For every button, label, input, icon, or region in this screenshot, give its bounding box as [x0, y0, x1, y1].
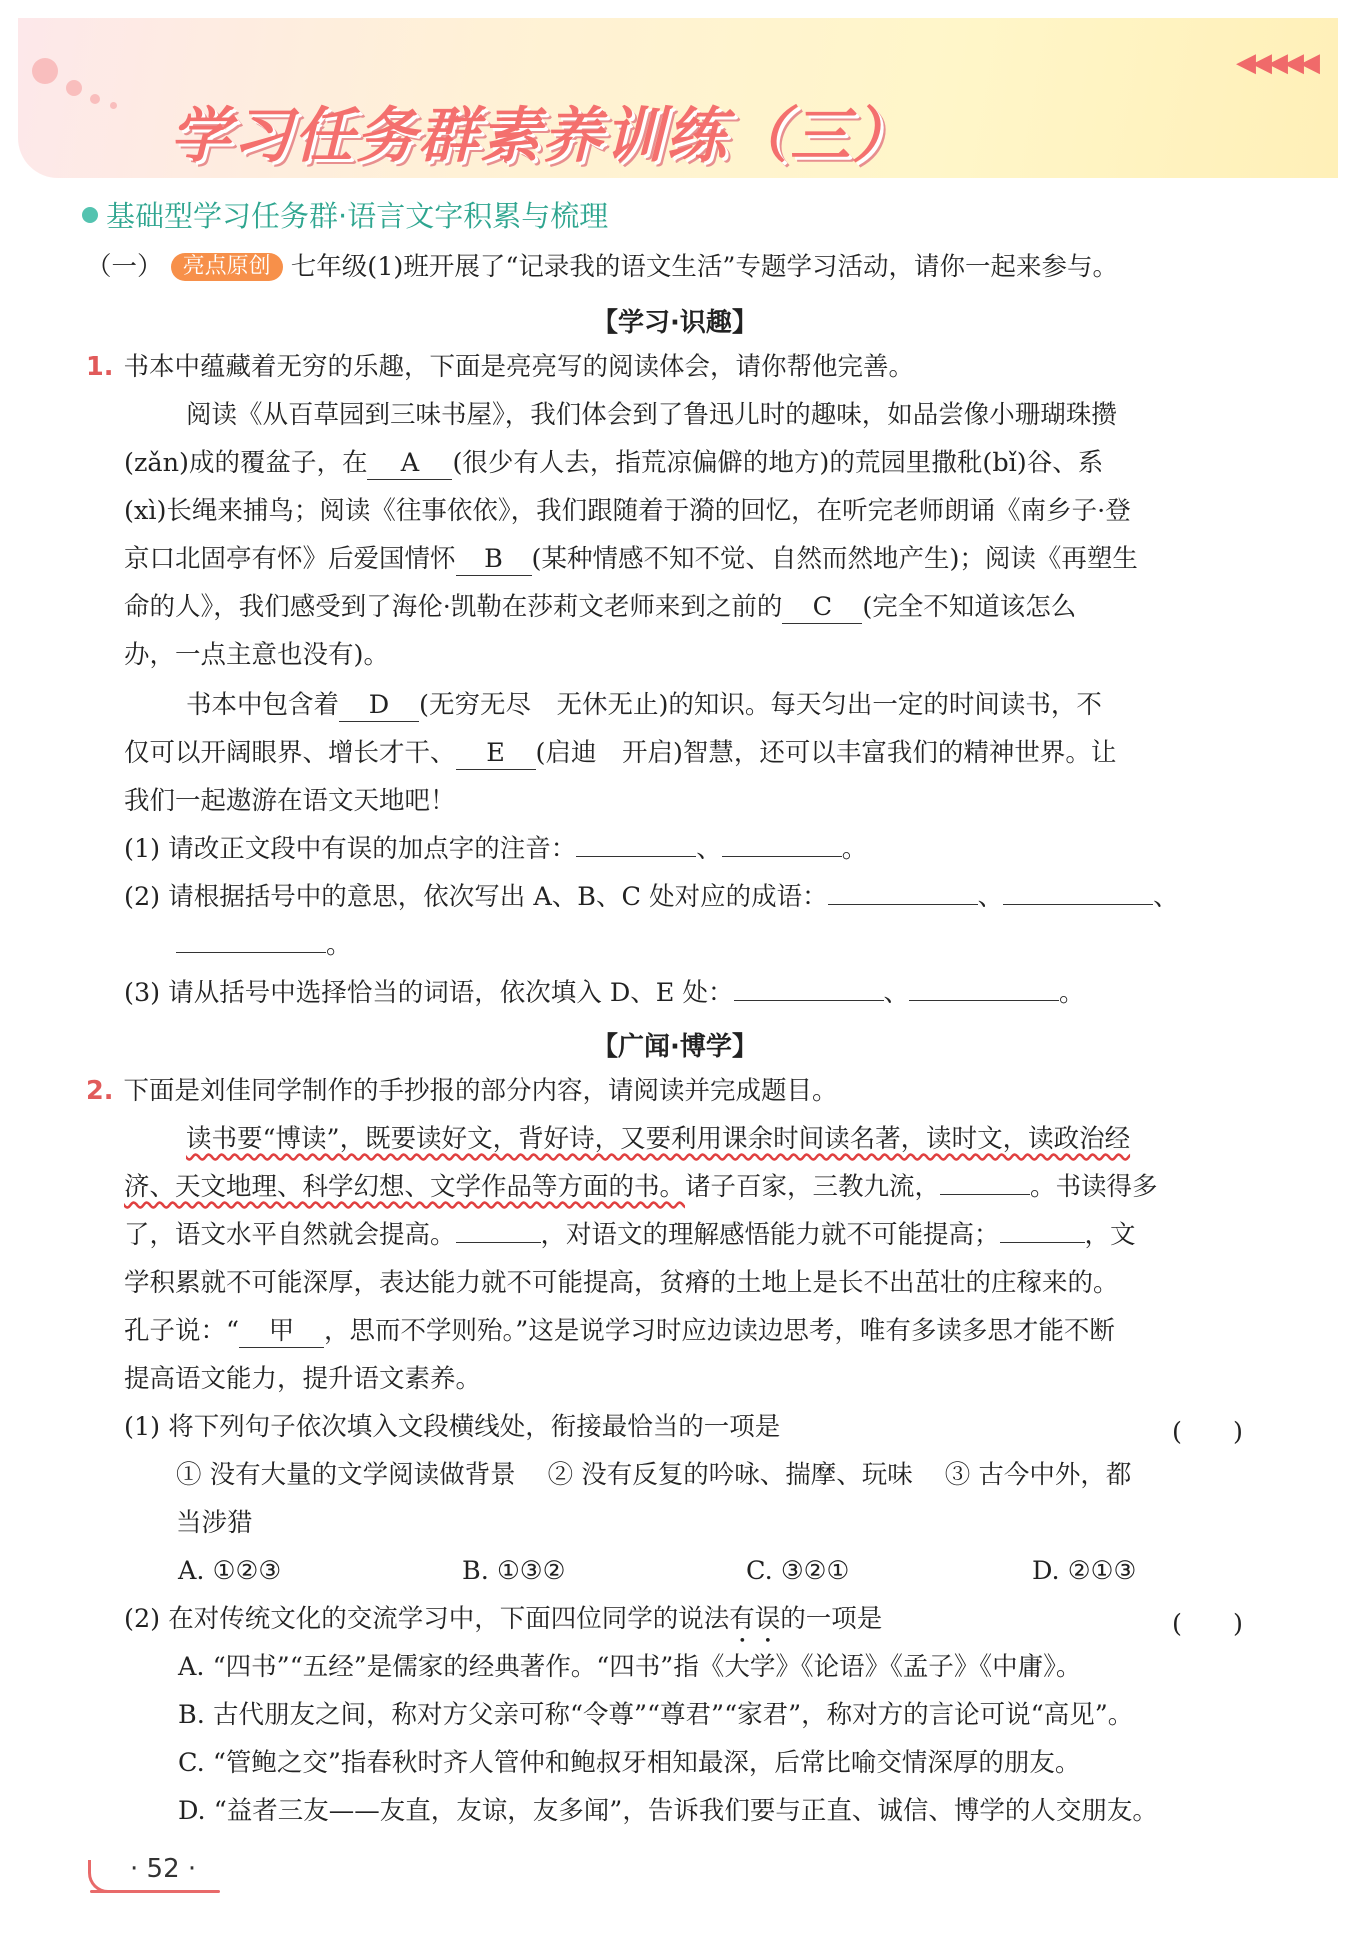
q2-sub1-items	[176, 1460, 1131, 1491]
blank-jia: 甲	[239, 1316, 324, 1348]
question-stem: 书本中蕴藏着无穷的乐趣，下面是亮亮写的阅读体会，请你帮他完善。	[123, 352, 914, 382]
text-span: ，思而不学则殆。”这是说学习时应边读边思考，唯有多读多思才能不断	[324, 1316, 1115, 1346]
answer-blank[interactable]	[940, 1194, 1030, 1195]
blank-A: A	[367, 448, 452, 480]
q2-p-line5	[124, 1316, 1115, 1348]
q2-p-line6: 提高语文能力，提升语文素养。	[124, 1364, 482, 1394]
option-D[interactable]: D. ②①③	[1032, 1556, 1137, 1586]
text-span: (启迪 开启)智慧，还可以丰富我们的精神世界。让	[535, 738, 1117, 768]
item-1: ① 没有大量的文学阅读做背景	[176, 1460, 516, 1490]
end-mark: 。	[326, 930, 352, 960]
text-span: ，对语文的理解感悟能力就不可能提高；	[540, 1220, 1000, 1250]
subquestion-text: (3) 请从括号中选择恰当的词语，依次填入 D、E 处：	[124, 978, 734, 1008]
text-span: 。书读得多	[1030, 1172, 1158, 1202]
part2-heading: 【广闻·博学】	[592, 1032, 758, 1062]
text-span: 孔子说：“	[124, 1316, 240, 1346]
text-span: 京口北固亭有怀》后爱国情怀	[124, 544, 456, 574]
q1-p2-line3: 我们一起遨游在语文天地吧！	[124, 786, 456, 816]
subquestion-text: (1) 请改正文段中有误的加点字的注音：	[124, 834, 577, 864]
separator: 、	[696, 834, 722, 864]
q1-p1-line3: (xì)长绳来捕鸟；阅读《往事依依》，我们跟随着于漪的回忆，在听完老师朗诵《南乡子·登	[124, 496, 1131, 526]
q1-sub2	[124, 882, 1179, 913]
q1-p1-line4	[124, 544, 1138, 576]
wavy-text: 读书要“博读”，既要读好文，背好诗，又要利用课余时间读名著，读时文，读政治经	[186, 1124, 1131, 1154]
answer-blank[interactable]	[828, 904, 978, 905]
intro-text: 七年级(1)班开展了“记录我的语文生活”专题学习活动，请你一起来参与。	[290, 252, 1118, 282]
dotted-text: 有误	[729, 1604, 781, 1634]
answer-blank[interactable]	[909, 1000, 1059, 1001]
q2-p-line3	[124, 1220, 1136, 1251]
q1-sub3	[124, 978, 1085, 1009]
page-number: · 52 ·	[130, 1854, 197, 1884]
bullet-dot-icon	[82, 207, 98, 223]
end-mark: 。	[841, 834, 868, 864]
text-span: (某种情感不知不觉、自然而然地产生)；阅读《再塑生	[531, 544, 1138, 574]
q1-p2-line1	[186, 690, 1102, 722]
text-span: (完全不知道该怎么	[862, 592, 1077, 622]
blank-B: B	[456, 544, 532, 576]
footer-underline	[90, 1890, 220, 1893]
answer-blank[interactable]	[576, 856, 696, 857]
option-C[interactable]: C. “管鲍之交”指春秋时齐人管仲和鲍叔牙相知最深，后常比喻交情深厚的朋友。	[178, 1748, 1081, 1778]
separator: 、	[1153, 882, 1179, 912]
blank-C: C	[782, 592, 862, 624]
intro-line	[86, 252, 1118, 283]
decor-arrows-icon: ◀◀◀◀◀	[1236, 48, 1316, 78]
q1-p1-line1: 阅读《从百草园到三味书屋》，我们体会到了鲁迅儿时的趣味，如品尝像小珊瑚珠攒	[186, 400, 1117, 430]
text-span: (很少有人去，指荒凉偏僻的地方)的荒园里撒秕(bǐ)谷、系	[452, 448, 1104, 478]
answer-blank[interactable]	[734, 1000, 884, 1001]
answer-paren[interactable]: ( )	[1172, 1609, 1243, 1639]
q2-sub1-stem: (1) 将下列句子依次填入文段横线处，衔接最恰当的一项是	[124, 1412, 781, 1442]
question-number: 2.	[86, 1076, 114, 1106]
highlight-tag: 亮点原创	[171, 253, 283, 281]
part1-heading: 【学习·识趣】	[592, 308, 758, 338]
blank-E: E	[456, 738, 536, 770]
end-mark: 。	[1059, 978, 1085, 1008]
q2-stem	[86, 1076, 837, 1107]
answer-paren[interactable]: ( )	[1172, 1417, 1243, 1447]
decor-bubble	[66, 80, 82, 96]
intro-prefix: （一）	[86, 252, 163, 282]
text-span: 的一项是	[780, 1604, 883, 1634]
q2-p-line2	[124, 1172, 1158, 1203]
text-span: 仅可以开阔眼界、增长才干、	[124, 738, 456, 768]
decor-bubble	[32, 58, 58, 84]
wavy-text: 济、天文地理、科学幻想、文学作品等方面的书。	[124, 1172, 686, 1202]
separator: 、	[977, 882, 1004, 912]
item-2: ② 没有反复的吟咏、揣摩、玩味	[547, 1460, 913, 1490]
option-A[interactable]: A. ①②③	[178, 1556, 282, 1586]
subquestion-text: (2) 请根据括号中的意思，依次写出 A、B、C 处对应的成语：	[124, 882, 828, 912]
decor-bubble	[110, 102, 117, 109]
separator: 、	[883, 978, 910, 1008]
text-span: (无穷无尽 无休无止)的知识。每天匀出一定的时间读书，不	[419, 690, 1102, 720]
q2-sub1-items-cont: 当涉猎	[176, 1508, 253, 1538]
q2-p-line1	[186, 1124, 1130, 1155]
question-stem: 下面是刘佳同学制作的手抄报的部分内容，请阅读并完成题目。	[123, 1076, 838, 1106]
q1-sub2-cont	[176, 930, 352, 961]
option-D[interactable]: D. “益者三友——友直，友谅，友多闻”，告诉我们要与正直、诚信、博学的人交朋友。	[178, 1796, 1158, 1826]
q2-sub2-stem	[124, 1604, 882, 1649]
section-heading-text: 基础型学习任务群·语言文字积累与梳理	[106, 199, 609, 233]
q1-p1-line6: 办，一点主意也没有)。	[124, 640, 389, 670]
q1-sub1	[124, 834, 867, 865]
footer-decor	[88, 1860, 121, 1893]
decor-bubble	[90, 94, 100, 104]
text-span: 书本中包含着	[186, 690, 340, 720]
option-B[interactable]: B. 古代朋友之间，称对方父亲可称“令尊”“尊君”“家君”，称对方的言论可说“高见”。	[178, 1700, 1134, 1730]
text-span: ，文	[1084, 1220, 1136, 1250]
answer-blank[interactable]	[176, 952, 326, 953]
item-3: ③ 古今中外，都	[944, 1460, 1132, 1490]
q1-p2-line2	[124, 738, 1116, 770]
option-A[interactable]: A. “四书”“五经”是儒家的经典著作。“四书”指《大学》《论语》《孟子》《中庸》。	[178, 1652, 1082, 1682]
answer-blank[interactable]	[1003, 904, 1153, 905]
q1-p1-line2	[124, 448, 1103, 480]
q1-p1-line5	[124, 592, 1076, 624]
answer-blank[interactable]	[722, 856, 842, 857]
option-B[interactable]: B. ①③②	[462, 1556, 566, 1586]
text-span: 了，语文水平自然就会提高。	[124, 1220, 456, 1250]
page-title: 学习任务群素养训练（三）	[170, 101, 914, 171]
q1-stem	[86, 352, 914, 383]
section-heading	[82, 194, 608, 235]
answer-blank[interactable]	[1000, 1242, 1085, 1243]
text-span: 诸子百家，三教九流，	[685, 1172, 941, 1202]
q2-p-line4: 学积累就不可能深厚，表达能力就不可能提高，贫瘠的土地上是长不出茁壮的庄稼来的。	[124, 1268, 1119, 1298]
question-number: 1.	[86, 352, 114, 382]
text-span: 命的人》，我们感受到了海伦·凯勒在莎莉文老师来到之前的	[124, 592, 783, 622]
text-span: (zǎn)成的覆盆子，在	[124, 448, 368, 478]
blank-D: D	[339, 690, 419, 722]
text-span: (2) 在对传统文化的交流学习中，下面四位同学的说法	[124, 1604, 730, 1634]
answer-blank[interactable]	[456, 1242, 541, 1243]
option-C[interactable]: C. ③②①	[746, 1556, 850, 1586]
